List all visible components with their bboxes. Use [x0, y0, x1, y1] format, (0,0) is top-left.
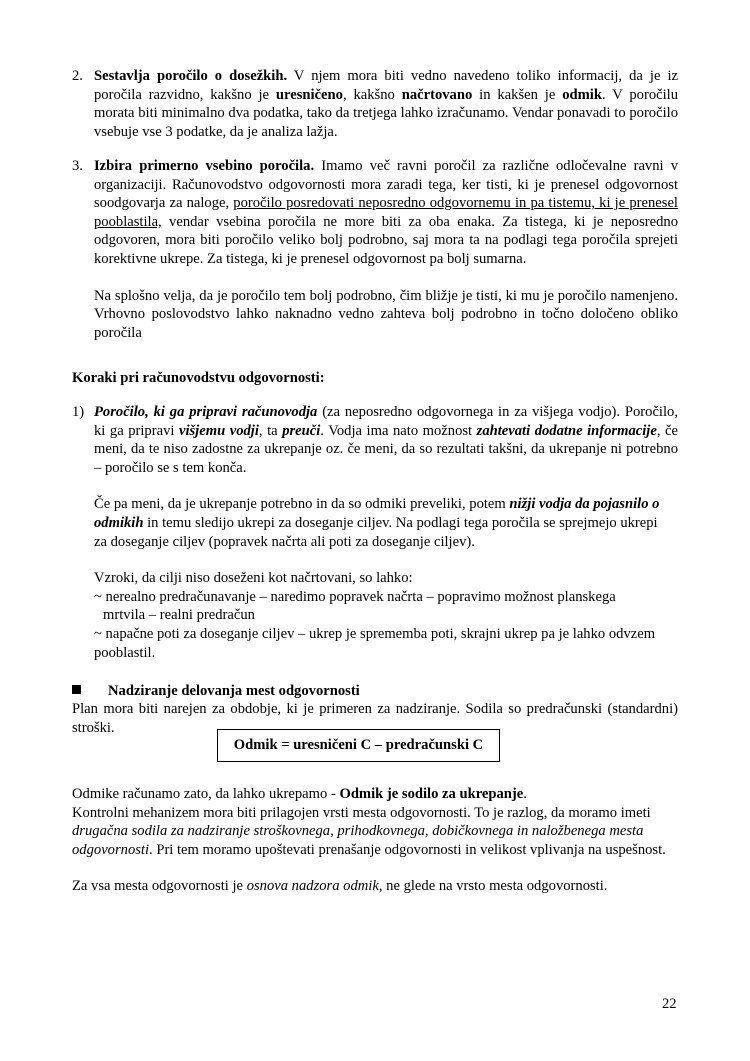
item-title: Izbira primerno vsebino poročila.: [94, 158, 315, 174]
bold-term: načrtovano: [401, 86, 473, 103]
text-run: (za neposredno odgovornega in za višjega vodjo). Poročilo, ki ga pripravi: [94, 404, 678, 439]
list-item-text: [94, 157, 678, 269]
list-number: 1): [72, 404, 85, 420]
page-number: 22: [662, 996, 677, 1012]
step-text: [94, 403, 678, 477]
text-run: in kakšen je: [472, 86, 563, 103]
bold-italic-term: Poročilo, ki ga pripravi računovodja: [94, 404, 318, 420]
bold-italic-term: preuči: [282, 422, 321, 439]
square-bullet-icon: [72, 685, 81, 694]
section-heading: Koraki pri računovodstvu odgovornosti:: [72, 370, 325, 386]
section-heading-text: Nadziranje delovanja mest odgovornosti: [108, 683, 360, 699]
text-run: Kontrolni mehanizem mora biti prilagojen vrsti mesta odgovornosti. To je razlog, da moramo imeti: [72, 804, 651, 821]
causes-intro: Vzroki, da cilji niso doseženi kot načrtovani, so lahko:: [94, 570, 413, 587]
list-item-3: [72, 157, 678, 342]
text-run: .: [523, 786, 527, 802]
cause-item-continued: mrtvila – realni predračun: [103, 607, 255, 624]
text-run: vendar vsebina poročila ne more biti za oba enaka. Za tistega, ki je neposredno odgovoren, mora biti poročilo veliko bolj podrobno, saj mora ta na podlagi tega poročila sprejeti korektivne ukrepe. Za tistega, ki je prenesel odgovornost pa bolj sumarna.: [94, 213, 678, 267]
text-run: , kakšno: [342, 86, 402, 103]
text-run: Za vsa mesta odgovornosti je: [72, 878, 247, 895]
item-title: Sestavlja poročilo o dosežkih.: [94, 68, 288, 84]
text-run: , če meni, da te niso zadostne za ukrepanje oz. če meni, da so rezultati takšni, da ukrepanje ni potrebno – poročilo se s tem konča.: [94, 422, 678, 476]
paragraph: [72, 877, 678, 896]
bold-term: Odmik je sodilo za ukrepanje: [339, 786, 524, 802]
text-run: , ta: [258, 422, 283, 439]
text-run: . V poročilu morata biti minimalno dva podatka, tako da tretjega lahko izračunamo. Vendar ponavadi to poročilo vsebuje vse 3 podatke, da je analiza lažja.: [94, 86, 679, 140]
text-run: Če pa meni, da je ukrepanje potrebno in da so odmiki preveliki, potem: [94, 496, 510, 513]
causes-list: [94, 569, 678, 662]
paragraph: [72, 804, 678, 860]
underlined-text: poročilo posredovati neposredno odgovornemu in pa tistemu, ki je prenesel pooblastila,: [94, 195, 678, 230]
text-run: . Pri tem moramo upoštevati prenašanje odgovornosti in velikost vplivanja na uspešnost.: [149, 841, 666, 858]
list-item-2: [72, 67, 678, 141]
italic-term: osnova nadzora odmik: [246, 878, 379, 895]
text-run: Odmike računamo zato, da lahko ukrepamo -: [72, 786, 340, 802]
italic-term: drugačna sodila za nadziranje stroškovnega, prihodkovnega, dobičkovnega in naložbenega mesta odgovornosti: [72, 823, 644, 858]
list-number: 3.: [72, 158, 83, 174]
text-run: in temu sledijo ukrepi za doseganje ciljev. Na podlagi tega poročila se sprejmejo ukrepi za doseganje ciljev (popravek načrta ali poti za doseganje ciljev).: [94, 514, 658, 550]
list-item-text: [94, 67, 678, 141]
step-item-1: [72, 403, 678, 662]
section-body: [72, 785, 678, 896]
bold-italic-term: nižji vodja da pojasnilo o odmikih: [94, 496, 660, 531]
bold-italic-term: zahtevati dodatne informacije: [476, 422, 657, 439]
bold-term: uresničeno: [275, 86, 343, 103]
item-paragraph: Na splošno velja, da je poročilo tem bolj podrobno, čim bližje je tisti, ki mu je poročilo namenjeno. Vrhovno poslovodstvo lahko naknadno vedno zahteva bolj podrobno in točno določeno obliko poročila: [94, 287, 678, 341]
section-heading-bullet: [72, 682, 360, 701]
text-run: Imamo več ravni poročil za različne odločevalne ravni v organizaciji. Računovodstvo odgovornosti mora zaradi tega, ker tisti, ki je prenesel odgovornost soodgovarja za naloge,: [94, 158, 678, 212]
bold-term: odmik: [562, 86, 602, 103]
formula-box: Odmik = uresničeni C – predračunski C: [217, 729, 500, 762]
section-paragraph: Plan mora biti narejen za obdobje, ki je primeren za nadziranje. Sodila so predračunski (standardni) stroški.: [72, 701, 678, 736]
list-number: 2.: [72, 68, 83, 84]
text-run: V njem mora biti vedno navedeno toliko informacij, da je iz poročila razvidno, kakšno je: [94, 68, 678, 103]
text-run: , ne glede na vrsto mesta odgovornosti.: [378, 878, 608, 895]
paragraph: [72, 785, 678, 804]
cause-item: ~ napačne poti za doseganje ciljev – ukrep je sprememba poti, skrajni ukrep pa je lahko odvzem pooblastil.: [94, 625, 656, 661]
step-paragraph: [94, 495, 672, 551]
text-run: . Vodja ima nato možnost: [320, 422, 477, 439]
bold-italic-term: višjemu vodji: [178, 422, 259, 439]
cause-item: ~ nerealno predračunavanje – naredimo popravek načrta – popravimo možnost planskega: [94, 588, 616, 605]
